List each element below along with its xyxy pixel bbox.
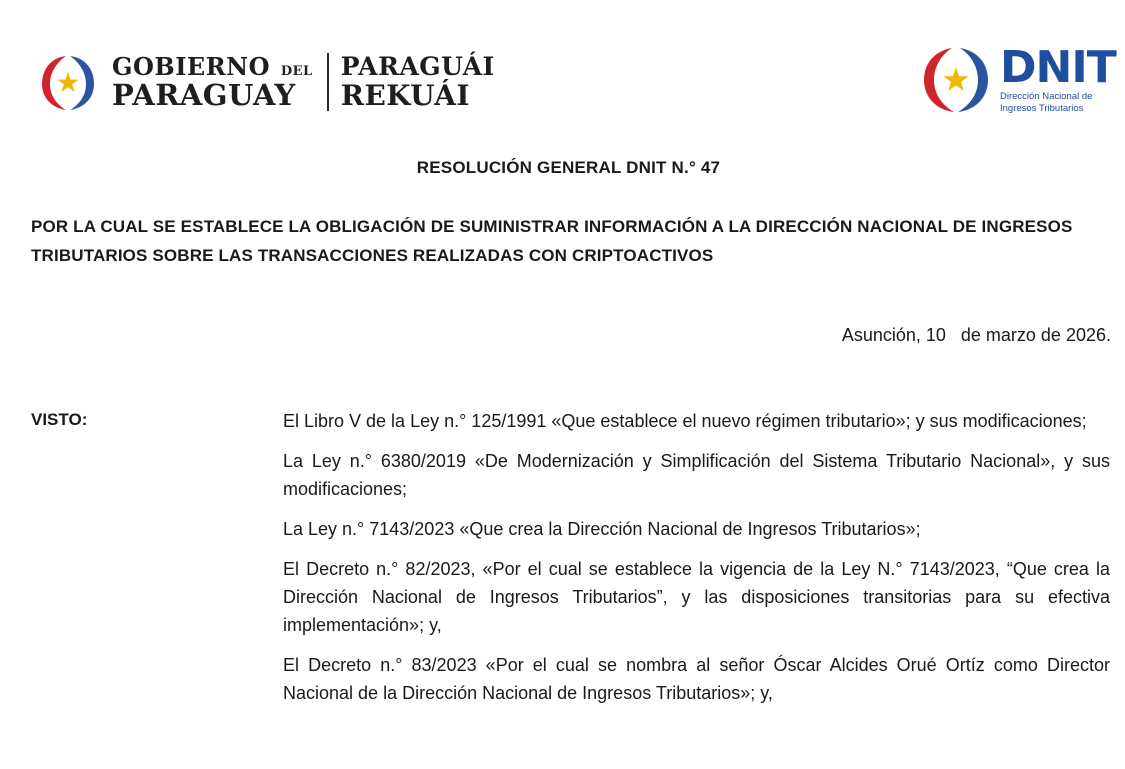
dnit-seal-icon <box>918 42 994 118</box>
visto-item: El Decreto n.° 82/2023, «Por el cual se establece la vigencia de la Ley N.° 7143/2023, “Que crea la Dirección Nacional de Ingresos Tributarios”, y las disposiciones transitorias para su efectiva implementación»; y, <box>283 559 1110 635</box>
paraguay-seal-icon <box>36 50 100 114</box>
del-word: DEL <box>280 63 313 79</box>
paraguay-word: PARAGUAY <box>112 77 296 112</box>
dnit-name-line2: Ingresos Tributarios <box>1000 103 1084 114</box>
visto-list <box>283 407 1110 707</box>
visto-label: VISTO: <box>31 410 88 429</box>
visto-item: La Ley n.° 6380/2019 «De Modernización y Simplificación del Sistema Tributario Nacional», y sus modificaciones; <box>283 451 1110 499</box>
logo-divider <box>327 53 329 111</box>
visto-item: El Decreto n.° 83/2023 «Por el cual se nombra al señor Óscar Alcides Orué Ortíz como Director Nacional de la Dirección Nacional de Ingresos Tributarios»; y, <box>283 655 1110 703</box>
rekuai-word: REKUÁI <box>340 79 471 112</box>
gobierno-word: GOBIERNO <box>112 51 270 81</box>
resolution-title: RESOLUCIÓN GENERAL DNIT N.° 47 <box>416 158 721 177</box>
paraguai-word: PARAGUÁI <box>340 52 495 81</box>
resolution-subject: POR LA CUAL SE ESTABLECE LA OBLIGACIÓN DE SUMINISTRAR INFORMACIÓN A LA DIRECCIÓN NACIONAL DE INGRESOS TRIBUTARIOS SOBRE LAS TRANSACCIONES REALIZADAS CON CRIPTOACTIVOS <box>31 217 1073 265</box>
visto-item: La Ley n.° 7143/2023 «Que crea la Dirección Nacional de Ingresos Tributarios»; <box>283 519 921 539</box>
gobierno-paraguay-logo <box>36 48 506 116</box>
dnit-wordmark <box>1000 41 1116 115</box>
visto-item: El Libro V de la Ley n.° 125/1991 «Que establece el nuevo régimen tributario»; y sus modificaciones; <box>283 411 1087 431</box>
paraguai-rekuai-wordmark <box>341 54 495 110</box>
dnit-name-line1: Dirección Nacional de <box>1000 90 1093 102</box>
gobierno-wordmark <box>112 51 313 112</box>
resolution-date: Asunción, 10 de marzo de 2026. <box>841 325 1111 345</box>
dnit-logo <box>918 40 1118 120</box>
dnit-acronym: DNIT <box>1000 41 1116 93</box>
